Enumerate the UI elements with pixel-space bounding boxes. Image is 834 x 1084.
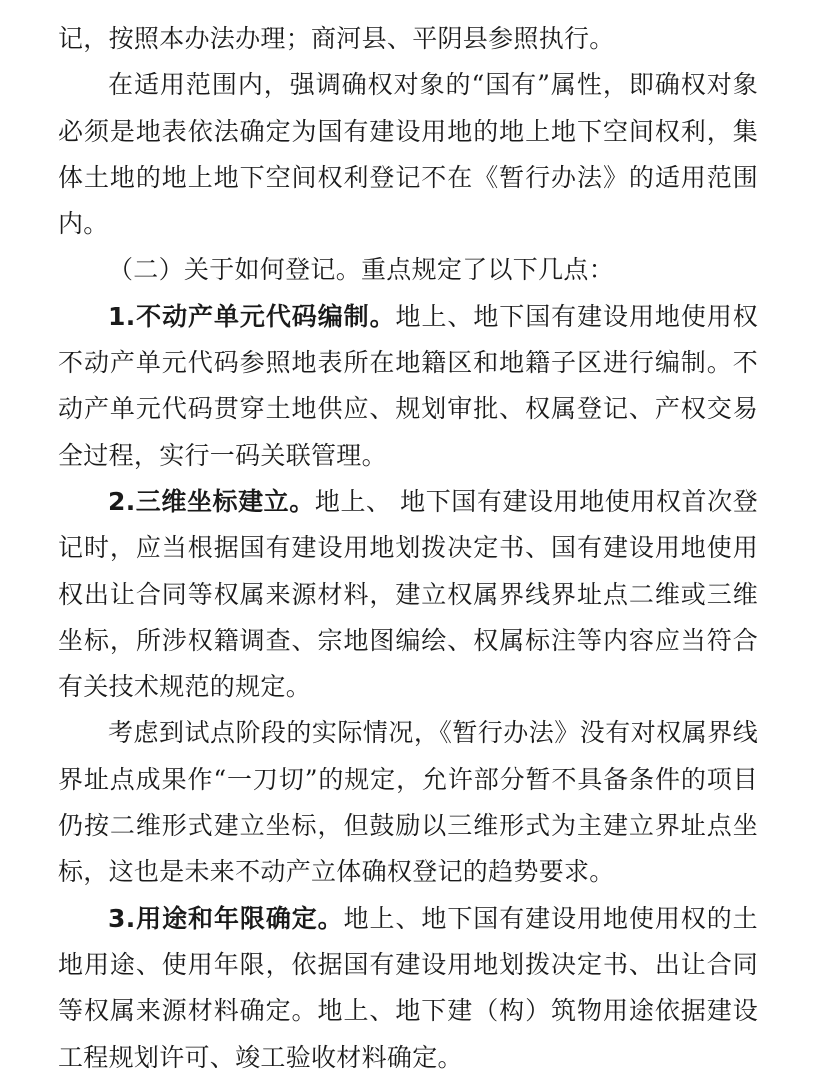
use-term-text: 地上、地下国有建设用地使用权的土地用途、使用年限，依据国有建设用地划拨决定书、出让合同等权属来源材料确定。地上、地下建（构）筑物用途依据建设工程规划许可、竣工验收材料确定。 xyxy=(58,903,758,1072)
coordinates-lead: 2.三维坐标建立。 xyxy=(108,486,315,516)
unit-code-text: 地上、地下国有建设用地使用权不动产单元代码参照地表所在地籍区和地籍子区进行编制。不动产单元代码贯穿土地供应、规划审批、权属登记、产权交易全过程，实行一码关联管理。 xyxy=(58,301,759,470)
paragraph-3d-coordinates xyxy=(58,479,758,710)
coordinates-text: 地上、 地下国有建设用地使用权首次登记时，应当根据国有建设用地划拨决定书、国有建设用地使用权出让合同等权属来源材料，建立权属界线界址点二维或三维坐标，所涉权籍调查、宗地图编绘、权属标注等内容应当符合有关技术规范的规定。 xyxy=(58,486,758,702)
pilot-stage-text: 考虑到试点阶段的实际情况，《暂行办法》没有对权属界线界址点成果作“一刀切”的规定，允许部分暂不具备条件的项目仍按二维形式建立坐标，但鼓励以三维形式为主建立界址点坐标，这也是未来不动产立体确权登记的趋势要求。 xyxy=(58,718,758,887)
section-heading xyxy=(58,247,758,293)
document-body xyxy=(58,16,758,1081)
paragraph-2-text: 在适用范围内，强调确权对象的“国有”属性，即确权对象必须是地表依法确定为国有建设用地的地上地下空间权利，集体土地的地上地下空间权利登记不在《暂行办法》的适用范围内。 xyxy=(58,70,758,239)
paragraph-unit-code xyxy=(58,294,758,479)
paragraph-use-and-term xyxy=(58,896,758,1081)
unit-code-lead: 1.不动产单元代码编制。 xyxy=(108,301,396,331)
section-heading-text: （二）关于如何登记。重点规定了以下几点： xyxy=(108,255,615,285)
use-term-lead: 3.用途和年限确定。 xyxy=(108,903,344,933)
paragraph-pilot-stage xyxy=(58,710,758,895)
paragraph-2 xyxy=(58,62,758,247)
paragraph-1 xyxy=(58,16,758,62)
paragraph-1-text: 记，按照本办法办理；商河县、平阴县参照执行。 xyxy=(58,24,615,53)
